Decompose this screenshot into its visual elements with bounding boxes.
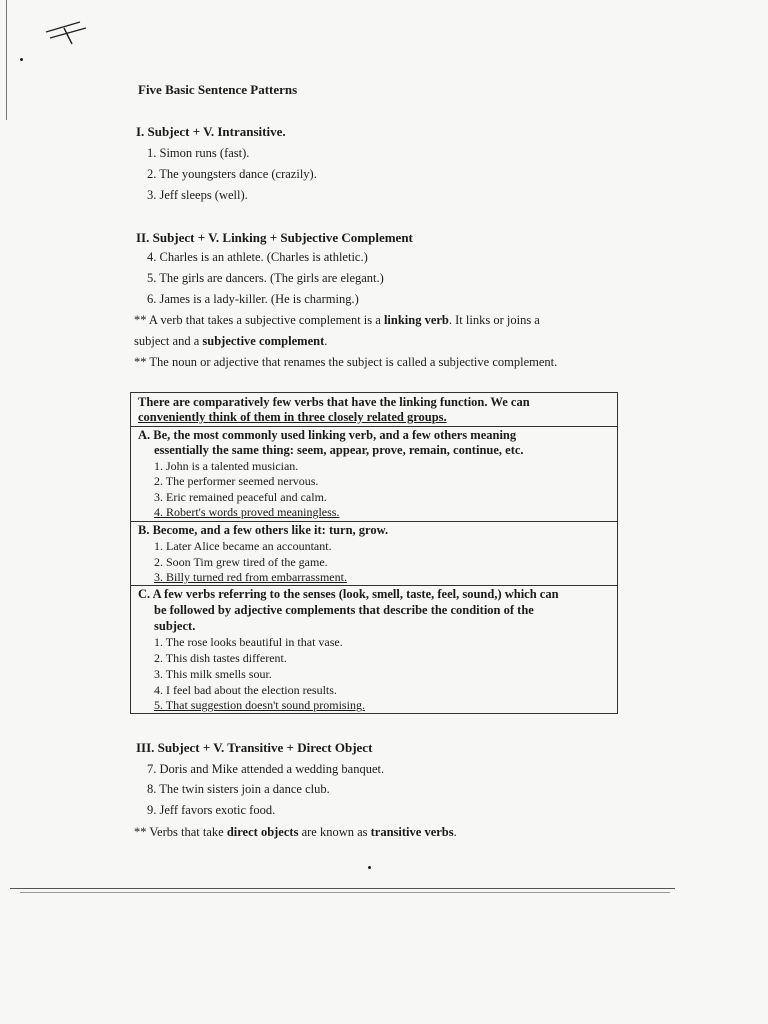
box-intro-line-1: There are comparatively few verbs that have the linking function. We can [138,395,530,409]
list-item: 4. Robert's words proved meaningless. [154,505,340,519]
page-title: Five Basic Sentence Patterns [138,82,298,97]
list-item: 3. Jeff sleeps (well). [147,188,248,202]
list-item: 2. This dish tastes different. [154,651,287,665]
group-c-line-2: be followed by adjective complements that describe the condition of the [154,603,534,617]
section-1-heading: I. Subject + V. Intransitive. [136,124,286,139]
group-b-heading: B. Become, and a few others like it: turn, grow. [138,523,389,537]
page-rule [10,888,675,889]
list-item: 2. The youngsters dance (crazily). [147,167,317,181]
list-item: 2. Soon Tim grew tired of the game. [154,555,328,569]
speck-mark [20,58,23,61]
list-item: 3. This milk smells sour. [154,667,272,681]
note-renames-subject: ** The noun or adjective that renames the subject is called a subjective complement. [134,355,558,369]
list-item: 9. Jeff favors exotic food. [147,803,276,817]
section-3-heading: III. Subject + V. Transitive + Direct Object [136,740,373,755]
group-a-line-2: essentially the same thing: seem, appear, prove, remain, continue, etc. [154,443,524,457]
list-item: 5. That suggestion doesn't sound promising. [154,698,365,712]
speck-mark [368,866,371,869]
pen-mark-icon [42,18,92,48]
group-c-line-1: C. A few verbs referring to the senses (look, smell, taste, feel, sound,) which can [138,587,559,601]
box-intro-line-2: conveniently think of them in three closely related groups. [138,410,447,424]
list-item: 1. Simon runs (fast). [147,146,250,160]
list-item: 4. I feel bad about the election results. [154,683,337,697]
box-divider [130,521,618,522]
list-item: 4. Charles is an athlete. (Charles is athletic.) [147,250,368,264]
box-divider [130,426,618,427]
list-item: 6. James is a lady-killer. (He is charming.) [147,292,359,306]
list-item: 1. The rose looks beautiful in that vase. [154,635,343,649]
group-a-line-1: A. Be, the most commonly used linking verb, and a few others meaning [138,428,517,442]
note-transitive-verbs: ** Verbs that take direct objects are known as transitive verbs. [134,825,457,839]
list-item: 5. The girls are dancers. (The girls are elegant.) [147,271,384,285]
section-2-heading: II. Subject + V. Linking + Subjective Complement [136,230,413,245]
list-item: 8. The twin sisters join a dance club. [147,782,330,796]
box-divider [130,585,618,586]
list-item: 3. Billy turned red from embarrassment. [154,570,347,584]
list-item: 1. John is a talented musician. [154,459,299,473]
list-item: 1. Later Alice became an accountant. [154,539,332,553]
left-margin-line [6,0,7,120]
list-item: 2. The performer seemed nervous. [154,474,319,488]
note-linking-verb: ** A verb that takes a subjective complement is a linking verb. It links or joins a [134,313,540,327]
list-item: 7. Doris and Mike attended a wedding banquet. [147,762,385,776]
list-item: 3. Eric remained peaceful and calm. [154,490,327,504]
page-rule [20,892,670,893]
note-subjective-complement: subject and a subjective complement. [134,334,328,348]
group-c-line-3: subject. [154,619,196,633]
